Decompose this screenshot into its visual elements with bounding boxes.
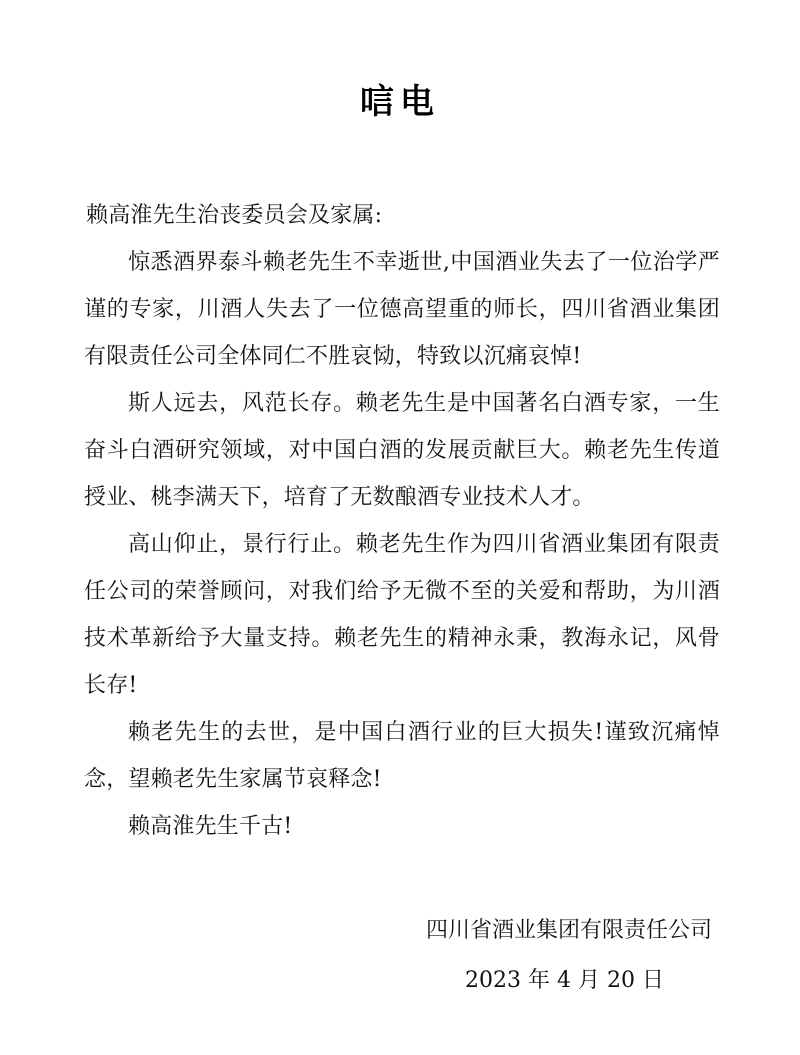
paragraph-2: 斯人远去，风范长存。赖老先生是中国著名白酒专家，一生奋斗白酒研究领域，对中国白酒的发展贡献巨大。赖老先生传道授业、桃李满天下，培育了无数酿酒专业技术人才。 [84, 391, 720, 510]
salutation: 赖高淮先生治丧委员会及家属: [86, 203, 383, 228]
paragraph-4: 赖老先生的去世，是中国白酒行业的巨大损失!谨致沉痛悼念，望赖老先生家属节哀释念! [84, 720, 720, 792]
letter-body [84, 192, 720, 850]
paragraph-3: 高山仰止，景行行止。赖老先生作为四川省酒业集团有限责任公司的荣誉顾问，对我们给予无微不至的关爱和帮助，为川酒技术革新给予大量支持。赖老先生的精神永秉，教海永记，风骨长存! [84, 532, 720, 698]
document-title: 唁电 [360, 82, 440, 122]
signature-date: 2023 年 4 月 20 日 [465, 968, 664, 993]
signature-organization: 四川省酒业集团有限责任公司 [425, 918, 712, 943]
paragraph-5: 赖高淮先生千古! [128, 814, 293, 839]
paragraph-1: 惊悉酒界泰斗赖老先生不幸逝世,中国酒业失去了一位治学严谨的专家，川酒人失去了一位德高望重的师长，四川省酒业集团有限责任公司全体同仁不胜哀恸，特致以沉痛哀悼! [84, 250, 720, 369]
